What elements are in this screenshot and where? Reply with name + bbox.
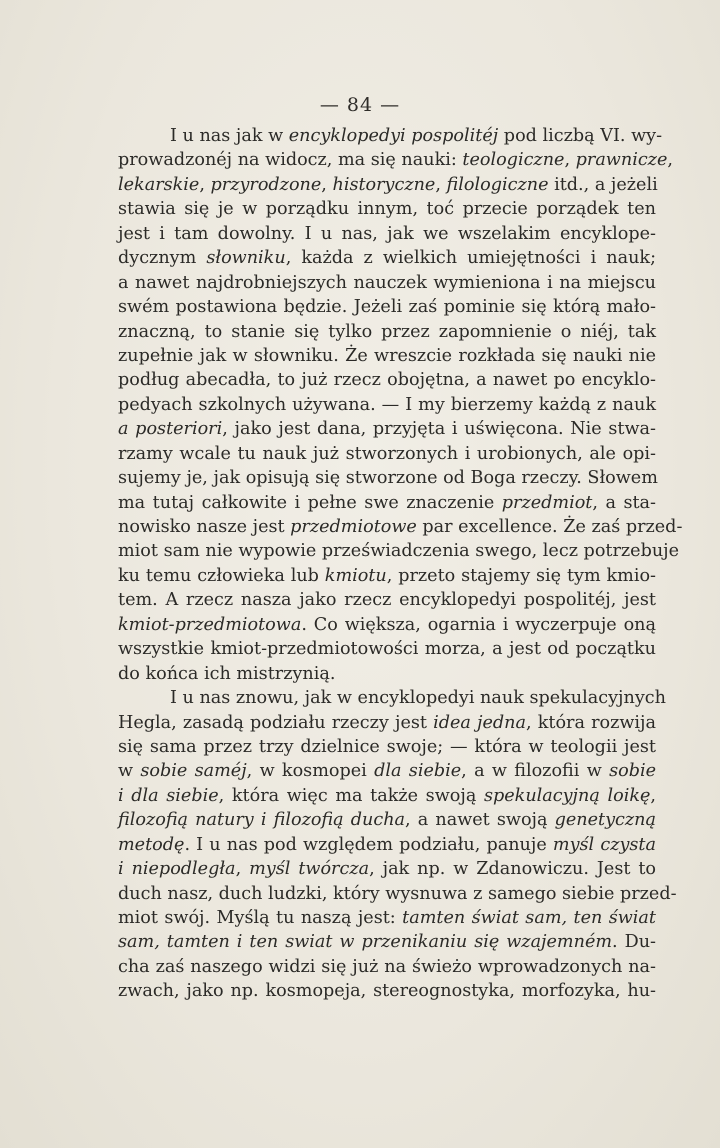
text-segment: ,	[435, 174, 447, 195]
text-line	[118, 466, 656, 490]
text-segment: sujemy je, jak opisują się stworzone od Boga rzeczy. Słowem	[118, 468, 658, 489]
text-segment: dycznym	[118, 248, 207, 269]
text-line	[118, 197, 656, 221]
italic-text: historyczne	[332, 174, 436, 195]
italic-text: słowniku	[206, 248, 286, 269]
text-segment: do końca ich mistrzynią.	[118, 663, 336, 684]
italic-text: przyrodzone	[210, 174, 322, 195]
italic-text: filozofią natury i filozofią ducha	[118, 810, 406, 831]
text-line	[118, 344, 656, 368]
text-line	[118, 124, 663, 148]
text-line	[118, 173, 656, 197]
text-segment: rzamy wcale tu nauk już stworzonych i urobionych, ale opi-	[118, 443, 656, 464]
text-segment: , każda z wielkich umiejętności i nauk;	[285, 248, 657, 269]
text-segment: pod liczbą VI. wy-	[498, 126, 663, 146]
text-line	[118, 833, 656, 857]
text-line	[118, 515, 683, 539]
text-line	[118, 711, 656, 735]
italic-text: a posteriori	[118, 419, 223, 440]
text-line	[118, 539, 680, 563]
text-segment: . Du-	[612, 932, 656, 953]
text-line	[118, 686, 666, 710]
text-segment: zupełnie jak w słowniku. Że wreszcie rozkłada się nauki nie	[118, 345, 656, 366]
text-line	[118, 906, 656, 930]
text-segment: tem. A rzecz nasza jako rzecz encyklopedyi pospolitéj, jest	[118, 590, 656, 611]
text-segment: jest i tam dowolny. I u nas, jak we wszelakim encyklope-	[118, 223, 656, 244]
text-segment: wszystkie kmiot-przedmiotowości morza, a jest od początku	[118, 639, 656, 660]
italic-text: lekarskie	[118, 174, 200, 195]
text-segment: w	[118, 761, 141, 782]
text-segment: zwach, jako np. kosmopeja, stereognostyka, morfozyka, hu-	[118, 981, 656, 1002]
text-segment: ,	[667, 150, 673, 171]
text-segment: się sama przez trzy dzielnice swoje; — która w teologii jest	[118, 736, 656, 757]
italic-text: metodę	[118, 834, 185, 855]
text-segment: cha zaś naszego widzi się już na świeżo wprowadzonych na-	[118, 956, 656, 977]
italic-text: kmiot-przedmiotowa	[118, 614, 302, 635]
text-segment: itd., a jeżeli	[548, 174, 658, 195]
text-line	[118, 442, 656, 466]
text-line	[118, 930, 656, 954]
text-segment: , która więc ma także swoją	[218, 785, 484, 806]
text-line	[118, 955, 656, 979]
text-line	[118, 662, 656, 686]
text-line	[118, 857, 656, 881]
text-line	[118, 320, 656, 344]
text-line	[118, 295, 656, 319]
italic-text: myśl twórcza	[249, 859, 370, 880]
text-segment: swém postawiona będzie. Jeżeli zaś pominie się którą mało-	[118, 297, 656, 318]
text-segment: . I u nas pod względem podziału, panuje	[184, 834, 553, 855]
text-line	[118, 148, 673, 172]
text-segment: , w kosmopei	[246, 761, 375, 782]
text-line	[118, 613, 656, 637]
text-line	[118, 246, 656, 270]
text-line	[118, 491, 656, 515]
italic-text: idea jedna	[433, 712, 526, 733]
text-line	[118, 979, 656, 1003]
text-segment: , która rozwija	[526, 712, 656, 733]
text-segment: ,	[321, 174, 333, 195]
text-segment: I u nas znowu, jak w encyklopedyi nauk spekulacyjnych	[170, 688, 666, 709]
text-segment: a nawet najdrobniejszych nauczek wymieniona i na miejscu	[118, 272, 656, 293]
text-segment: , jako jest dana, przyjęta i uświęcona. Nie stwa-	[222, 419, 656, 440]
italic-text: genetyczną	[554, 810, 656, 831]
italic-text: przedmiot	[501, 492, 593, 513]
italic-text: i niepodległa	[118, 859, 236, 880]
italic-text: teologiczne	[462, 150, 565, 171]
text-segment: miot sam nie wypowie przeświadczenia swego, lecz potrzebuje	[118, 541, 680, 562]
text-segment: , a sta-	[592, 492, 656, 513]
text-line	[118, 735, 656, 759]
text-segment: nowisko nasze jest	[118, 517, 291, 537]
italic-text: sam, tamten i ten swiat w przenikaniu się wzajemném	[118, 932, 613, 953]
text-segment: duch nasz, duch ludzki, który wysnuwa z samego siebie przed-	[118, 883, 677, 904]
paragraph	[118, 124, 683, 686]
text-line	[118, 393, 656, 417]
text-segment: ,	[199, 174, 211, 195]
text-segment: par excellence. Że zaś przed-	[416, 517, 683, 537]
text-line	[118, 759, 656, 783]
italic-text: przedmiotowe	[290, 517, 417, 537]
text-segment: znaczną, to stanie się tylko przez zapomnienie o niéj, tak	[118, 321, 656, 342]
text-line	[118, 882, 677, 906]
text-line	[118, 417, 656, 441]
italic-text: sobie	[609, 761, 657, 782]
text-segment: I u nas jak w	[170, 126, 289, 146]
text-segment: podług abecadła, to już rzecz obojętna, a nawet po encyklo-	[118, 370, 656, 391]
italic-text: tamten świat sam, ten świat	[402, 908, 656, 928]
text-line	[118, 588, 656, 612]
italic-text: prawnicze	[575, 150, 668, 171]
text-segment: , a w filozofii w	[461, 761, 610, 782]
italic-text: i dla siebie	[118, 785, 219, 806]
text-segment: stawia się je w porządku innym, toć przecie porządek ten	[118, 199, 656, 220]
text-segment: ,	[235, 859, 250, 880]
text-segment: , jak np. w Zdanowiczu. Jest to	[369, 859, 657, 880]
text-line	[118, 784, 656, 808]
text-segment: ku temu człowieka lub	[118, 565, 325, 586]
text-segment: ,	[650, 785, 656, 806]
text-segment: prowadzonéj na widocz, ma się nauki:	[118, 150, 463, 171]
text-segment: miot swój. Myślą tu naszą jest:	[118, 908, 403, 928]
text-line	[118, 222, 656, 246]
body-text	[118, 124, 683, 1004]
text-segment: , przeto stajemy się tym kmio-	[386, 565, 656, 586]
text-line	[118, 564, 656, 588]
paragraph	[118, 686, 677, 1004]
text-segment: ,	[564, 150, 576, 171]
italic-text: myśl czysta	[552, 834, 656, 855]
italic-text: kmiotu	[324, 565, 387, 586]
text-line	[118, 808, 656, 832]
text-line	[118, 368, 656, 392]
italic-text: encyklopedyi pospolitéj	[288, 126, 499, 146]
page-number: — 84 —	[319, 94, 401, 116]
text-segment: Hegla, zasadą podziału rzeczy jest	[118, 712, 434, 733]
text-line	[118, 271, 656, 295]
italic-text: spekulacyjną loikę	[483, 785, 651, 806]
italic-text: filologiczne	[446, 174, 549, 195]
text-segment: pedyach szkolnych używana. — I my bierzemy każdą z nauk	[118, 394, 656, 415]
text-segment: , a nawet swoją	[405, 810, 555, 831]
italic-text: dla siebie	[374, 761, 462, 782]
text-segment: ma tutaj całkowite i pełne swe znaczenie	[118, 492, 502, 513]
italic-text: sobie saméj	[140, 761, 247, 782]
text-segment: . Co większa, ogarnia i wyczerpuje oną	[301, 614, 656, 635]
text-line	[118, 637, 656, 661]
